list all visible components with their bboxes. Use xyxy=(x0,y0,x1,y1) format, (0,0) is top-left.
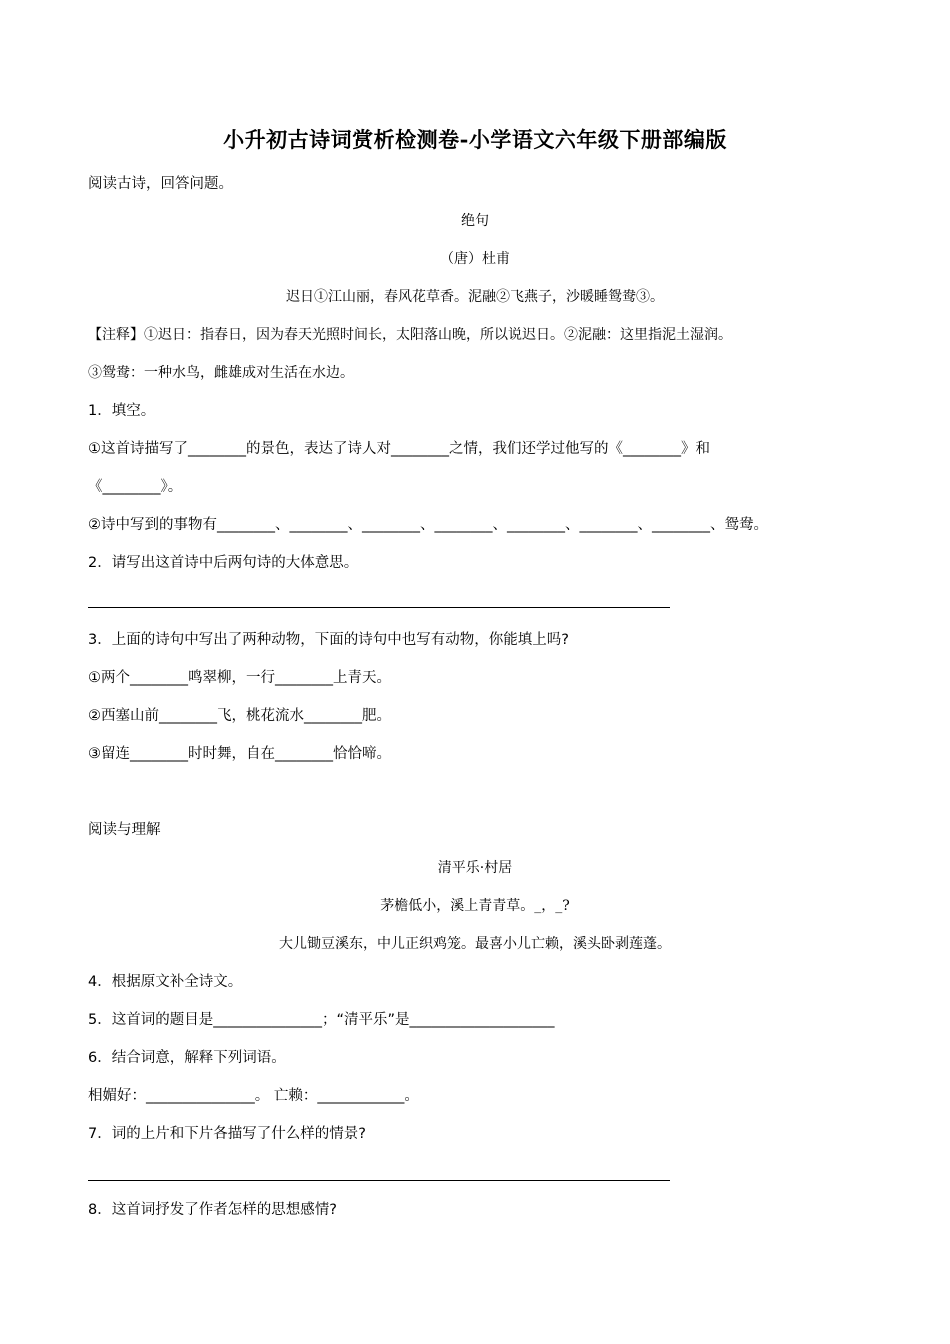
poem2-line2: 大儿锄豆溪东，中儿正织鸡笼。最喜小儿亡赖，溪头卧剥莲蓬。 xyxy=(279,936,671,952)
question-4: 4．根据原文补全诗文。 xyxy=(88,974,243,990)
section1-instruction: 阅读古诗，回答问题。 xyxy=(88,176,233,192)
question-3a: ①两个________鸣翠柳，一行________上青天。 xyxy=(88,670,391,686)
question-1b: ②诗中写到的事物有________、________、________、________、________、________、________、鸳鸯。 xyxy=(88,517,768,533)
question-6-items: 相媚好：_______________。 亡赖：____________。 xyxy=(88,1088,419,1104)
question-2: 2．请写出这首诗中后两句诗的大体意思。 xyxy=(88,555,359,571)
question-7: 7．词的上片和下片各描写了什么样的情景? xyxy=(88,1126,366,1142)
poem1-note-line2: ③鸳鸯：一种水鸟，雌雄成对生活在水边。 xyxy=(88,365,354,381)
answer-line-q2[interactable] xyxy=(88,607,670,608)
question-3c: ③留连________时时舞，自在________恰恰啼。 xyxy=(88,746,391,762)
document-title: 小升初古诗词赏析检测卷-小学语文六年级下册部编版 xyxy=(223,127,727,152)
question-1a-line2: 《________》。 xyxy=(88,479,183,495)
poem2-line1: 茅檐低小，溪上青青草。_，_? xyxy=(380,898,570,914)
poem1-note-line1: 【注释】①迟日：指春日，因为春天光照时间长，太阳落山晚，所以说迟日。②泥融：这里指泥土湿润。 xyxy=(88,327,732,343)
poem2-title: 清平乐·村居 xyxy=(437,860,513,876)
question-3b: ②西塞山前________飞，桃花流水________肥。 xyxy=(88,708,391,724)
question-1a-line1: ①这首诗描写了________的景色，表达了诗人对________之情，我们还学过他写的《________》和 xyxy=(88,441,710,457)
answer-line-q7[interactable] xyxy=(88,1180,670,1181)
poem1-author: （唐）杜甫 xyxy=(440,251,510,267)
question-5: 5．这首词的题目是_______________；“清平乐”是____________________ xyxy=(88,1012,555,1028)
question-1: 1．填空。 xyxy=(88,403,156,419)
section2-instruction: 阅读与理解 xyxy=(88,822,161,838)
question-8: 8．这首词抒发了作者怎样的思想感情? xyxy=(88,1202,337,1218)
poem1-title: 绝句 xyxy=(461,213,489,229)
question-3: 3．上面的诗句中写出了两种动物，下面的诗句中也写有动物，你能填上吗? xyxy=(88,632,569,648)
question-6: 6．结合词意，解释下列词语。 xyxy=(88,1050,286,1066)
poem1-text: 迟日①江山丽，春风花草香。泥融②飞燕子，沙暖睡鸳鸯③。 xyxy=(286,289,664,305)
